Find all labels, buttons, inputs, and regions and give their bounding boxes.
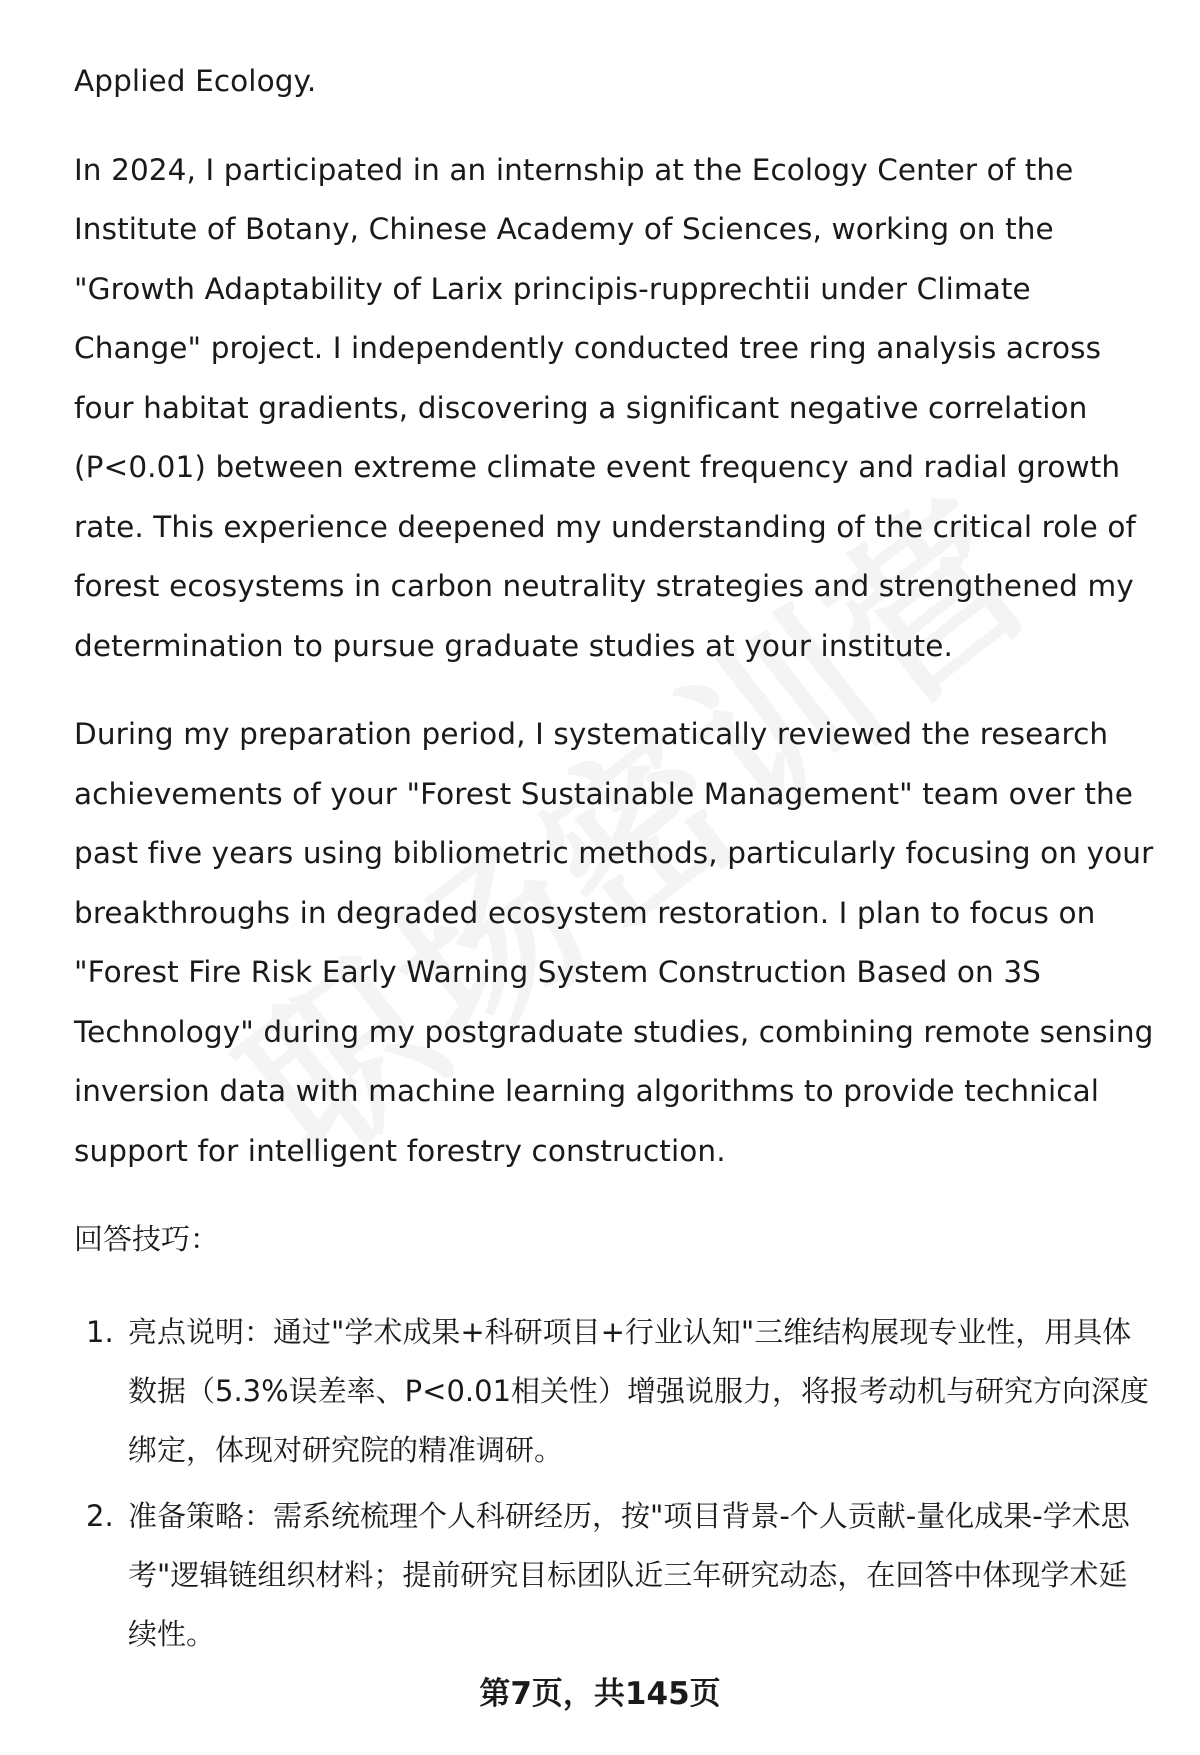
tips-heading: 回答技巧： [74,1222,220,1256]
tip-number-1: 1. [86,1315,114,1349]
tip-number-2: 2. [86,1499,114,1533]
tip-text-2: 准备策略：需系统梳理个人科研经历，按"项目背景-个人贡献-量化成果-学术思考"逻辑链组织材料；提前研究目标团队近三年研究动态，在回答中体现学术延续性。 [128,1499,1130,1651]
tip-item-1 [74,1303,1154,1480]
tip-text-1: 亮点说明：通过"学术成果+科研项目+行业认知"三维结构展现专业性，用具体数据（5.3%误差率、P<0.01相关性）增强说服力，将报考动机与研究方向深度绑定，体现对研究院的精准调研。 [128,1315,1150,1467]
paragraph-1: Applied Ecology. [74,64,317,98]
page-number: 第7页，共145页 [479,1676,721,1712]
page-content [74,52,1154,1671]
tip-item-2 [74,1487,1154,1664]
paragraph-3: During my preparation period, I systematically reviewed the research achievements of your "Forest Sustainable Management" team over the past five years using bibliometric methods, particularly focusing on your breakthroughs in degraded ecosystem restoration. I plan to focus on "Forest Fire Risk Early Warning System Construction Based on 3S Technology" during my postgraduate studies, combining remote sensing inversion data with machine learning algorithms to provide technical support for intelligent forestry construction. [74,717,1154,1168]
tips-list [74,1303,1154,1664]
paragraph-2: In 2024, I participated in an internship at the Ecology Center of the Institute of Botany, Chinese Academy of Sciences, working on the "Growth Adaptability of Larix principis-rupprechtii under Climate Change" project. I independently conducted tree ring analysis across four habitat gradients, discovering a significant negative correlation (P<0.01) between extreme climate event frequency and radial growth rate. This experience deepened my understanding of the critical role of forest ecosystems in carbon neutrality strategies and strengthened my determination to pursue graduate studies at your institute. [74,152,1137,663]
